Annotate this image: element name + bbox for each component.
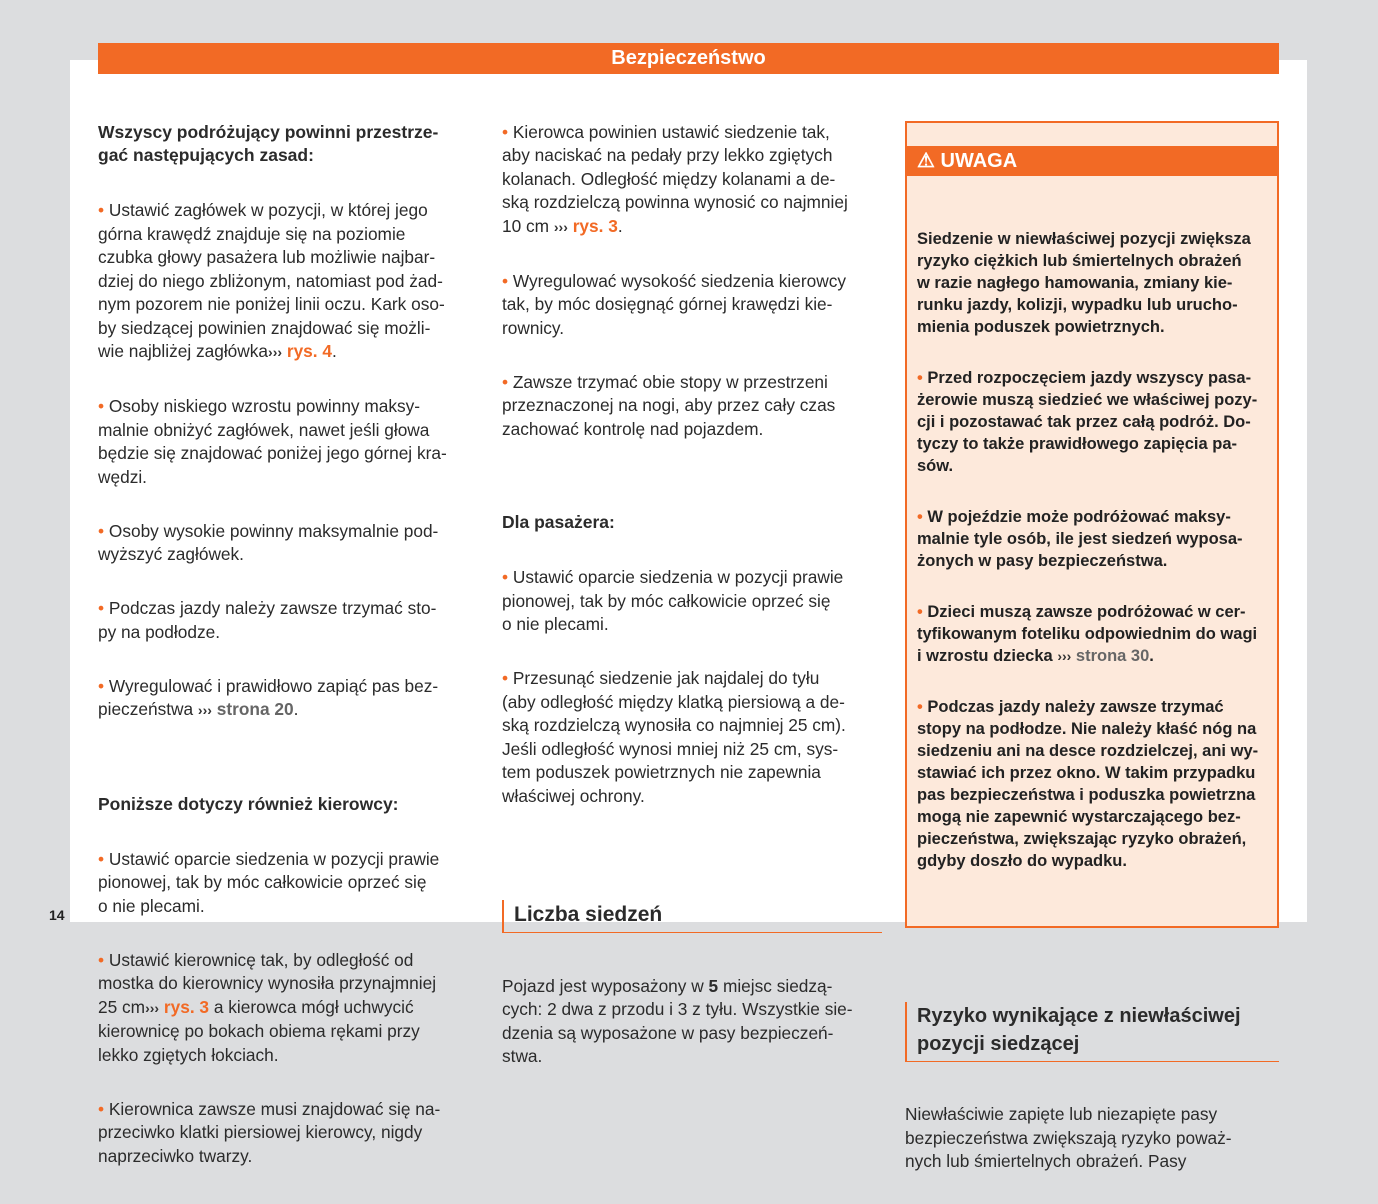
text: Dzieci muszą zawsze podróżować w cer- tyfikowanym foteliku odpowiednim do wagi i wzrostu dziecka — [917, 602, 1258, 665]
bullet-icon: • — [98, 200, 105, 220]
bullet-icon: • — [502, 121, 509, 142]
text: Przesunąć siedzenie jak najdalej do tyłu (aby odległość między klatką piersiową a de- ską rozdzielczą wynosiła co najmniej 25 cm). Jeśli odległość wynosi mniej niż 25 cm, sys- tem poduszek powietrznych nie zapewnia właściwej ochrony. — [502, 668, 846, 806]
list-item — [502, 371, 882, 442]
bullet-icon: • — [917, 697, 923, 716]
warning-title: UWAGA — [940, 150, 1018, 172]
bullet-icon: • — [98, 848, 105, 869]
text: Zawsze trzymać obie stopy w przestrzeni przeznaczonej na nogi, aby przez cały czas zachować kontrolę nad pojazdem. — [502, 371, 836, 439]
warning-icon: ⚠ — [917, 150, 935, 172]
list-item — [98, 848, 478, 919]
column-3 — [905, 97, 1279, 1204]
text: a kierowca mógł uchwycić kierownicę po bokach obiema rękami przy lekko zgiętych łokciach. — [98, 996, 420, 1065]
list-item: • Ustawić zagłówek w pozycji, w której jego górna krawędź znajduje się na poziomie czubka głowy pasażera lub możliwie najbar- dziej do niego zbliżonym, natomiast pod żad- nym pozorem nie poniżej linii oczu. Kark oso- by siedzącej powinien znajdować się możli- wie najbliżej zagłówka››› rys. 4. — [98, 200, 445, 361]
paragraph: Niewłaściwie zapięte lub niezapięte pasy bezpieczeństwa zwiększają ryzyko poważ- nych lub śmiertelnych obrażeń. Pasy — [905, 1104, 1232, 1171]
bullet-icon: • — [98, 520, 105, 541]
list-item — [98, 520, 478, 567]
list-item — [98, 949, 478, 1068]
list-item — [98, 1098, 478, 1169]
seat-count: 5 — [708, 975, 719, 996]
ref-arrow-icon: ››› — [268, 344, 283, 360]
list-item — [917, 696, 1267, 872]
list-item: • Dzieci muszą zawsze podróżować w cer- tyfikowanym foteliku odpowiednim do wagi i wzrostu dziecka ››› strona 30. — [917, 602, 1258, 665]
list-item — [502, 667, 882, 808]
page-link[interactable]: strona 30 — [1075, 646, 1150, 665]
text: Podczas jazdy należy zawsze trzymać sto- py na podłodze. — [98, 598, 437, 642]
text: Ustawić kierownicę tak, by odległość od mostka do kierownicy wynosiła przynajmniej 25 cm — [98, 949, 437, 1017]
list-item — [98, 395, 478, 489]
list-item — [98, 597, 478, 644]
figure-link[interactable]: rys. 3 — [572, 215, 618, 236]
text: Kierowca powinien ustawić siedzenie tak, aby naciskać na pedały przy lekko zgiętych kolanach. Odległość między kolanami a de- ską rozdzielczą powinna wynosić co najmniej 10 cm — [502, 121, 848, 236]
section-title: Liczba siedzeń — [502, 900, 882, 933]
text: Podczas jazdy należy zawsze trzymać stopy na podłodze. Nie należy kłaść nóg na siedzeniu ani na desce rozdzielczej, ani wy- stawiać ich przez okno. W takim przypadku pas bezpieczeństwa i poduszka powietrzna mogą nie zapewnić wystarczającego bez- pieczeństwa, zwiększając ryzyko obrażeń, gdyby doszło do wypadku. — [917, 697, 1259, 870]
heading: Dla pasażera: — [502, 512, 615, 532]
list-item — [917, 367, 1267, 477]
heading: Poniższe dotyczy również kierowcy: — [98, 793, 399, 814]
text: Kierownica zawsze musi znajdować się na- przeciwko klatki piersiowej kierowcy, nigdy naprzeciwko twarzy. — [98, 1098, 441, 1166]
bullet-icon: • — [98, 598, 105, 618]
list-item — [502, 270, 882, 341]
text: W pojeździe może podróżować maksy- malnie tyle osób, ile jest siedzeń wyposa- żonych w pasy bezpieczeństwa. — [917, 507, 1243, 570]
warning-header — [907, 146, 1277, 176]
page-number: 14 — [49, 907, 65, 923]
text: Ustawić oparcie siedzenia w pozycji prawie pionowej, tak by móc całkowicie oprzeć się o nie plecami. — [502, 567, 844, 634]
bullet-icon: • — [98, 396, 105, 416]
bullet-icon: • — [917, 602, 923, 621]
list-item: • Kierowca powinien ustawić siedzenie tak, aby naciskać na pedały przy lekko zgiętych kolanach. Odległość między kolanami a de- ską rozdzielczą powinna wynosić co najmniej 10 cm ››› rys. 3. — [502, 121, 848, 236]
figure-link[interactable]: rys. 4 — [286, 341, 333, 361]
ref-arrow-icon: ››› — [197, 702, 212, 718]
text: Ustawić oparcie siedzenia w pozycji prawie pionowej, tak by móc całkowicie oprzeć się o nie plecami. — [98, 848, 440, 916]
text: Ustawić zagłówek w pozycji, w której jego górna krawędź znajduje się na poziomie czubka głowy pasażera lub możliwie najbar- dziej do niego zbliżonym, natomiast pod żad- nym pozorem nie poniżej linii oczu. Kark oso- by siedzącej powinien znajdować się możli- wie najbliżej zagłówka — [98, 200, 445, 361]
warning-box — [905, 121, 1279, 929]
column-1 — [98, 97, 478, 1199]
text: Wyregulować wysokość siedzenia kierowcy tak, by móc dosięgnąć górnej krawędzi kie- rownicy. — [502, 270, 846, 338]
bullet-icon: • — [502, 270, 509, 291]
figure-link[interactable]: rys. 3 — [163, 996, 210, 1017]
list-item — [917, 506, 1267, 572]
bullet-icon: • — [98, 1098, 105, 1119]
ref-arrow-icon: ››› — [1057, 647, 1072, 664]
bullet-icon: • — [98, 675, 105, 696]
text: Przed rozpoczęciem jazdy wszyscy pasa- żerowie muszą siedzieć we właściwej pozy- cji i pozostawać tak przez całą podróż. Do- tyczy to także prawidłowego zapięcia pa- sów. — [917, 368, 1258, 475]
ref-arrow-icon: ››› — [145, 999, 160, 1016]
text: Osoby wysokie powinny maksymalnie pod- wyższyć zagłówek. — [98, 520, 439, 564]
heading: Wszyscy podróżujący powinni przestrze- gać następujących zasad: — [98, 121, 439, 165]
list-item — [502, 566, 882, 637]
paragraph: Pojazd jest wyposażony w 5 miejsc siedzą- cych: 2 dwa z przodu i 3 z tyłu. Wszystkie sie- dzenia są wyposażone w pasy bezpieczeń- stwa. — [502, 975, 853, 1066]
bullet-icon: • — [502, 371, 509, 392]
bullet-icon: • — [917, 507, 923, 526]
list-item: • Wyregulować i prawidłowo zapiąć pas bez- pieczeństwa ››› strona 20. — [98, 675, 439, 719]
bullet-icon: • — [917, 368, 923, 387]
text: Osoby niskiego wzrostu powinny maksy- malnie obniżyć zagłówek, nawet jeśli głowa będzie się znajdować poniżej jego górnej kra- wędzi. — [98, 396, 447, 487]
text: Wyregulować i prawidłowo zapiąć pas bez- pieczeństwa — [98, 675, 439, 719]
warning-intro: Siedzenie w niewłaściwej pozycji zwiększa ryzyko ciężkich lub śmiertelnych obrażeń w razie nagłego hamowania, zmiany kie- runku jazdy, kolizji, wypadku lub urucho- mienia poduszek powietrznych. — [917, 229, 1251, 336]
page-link[interactable]: strona 20 — [216, 699, 294, 719]
section-header: Bezpieczeństwo — [98, 43, 1279, 74]
section-title: Ryzyko wynikające z niewłaściwej pozycji siedzącej — [905, 1002, 1279, 1062]
column-2 — [502, 97, 882, 1099]
bullet-icon: • — [98, 949, 105, 970]
bullet-icon: • — [502, 668, 509, 688]
ref-arrow-icon: ››› — [553, 218, 568, 235]
bullet-icon: • — [502, 567, 509, 587]
